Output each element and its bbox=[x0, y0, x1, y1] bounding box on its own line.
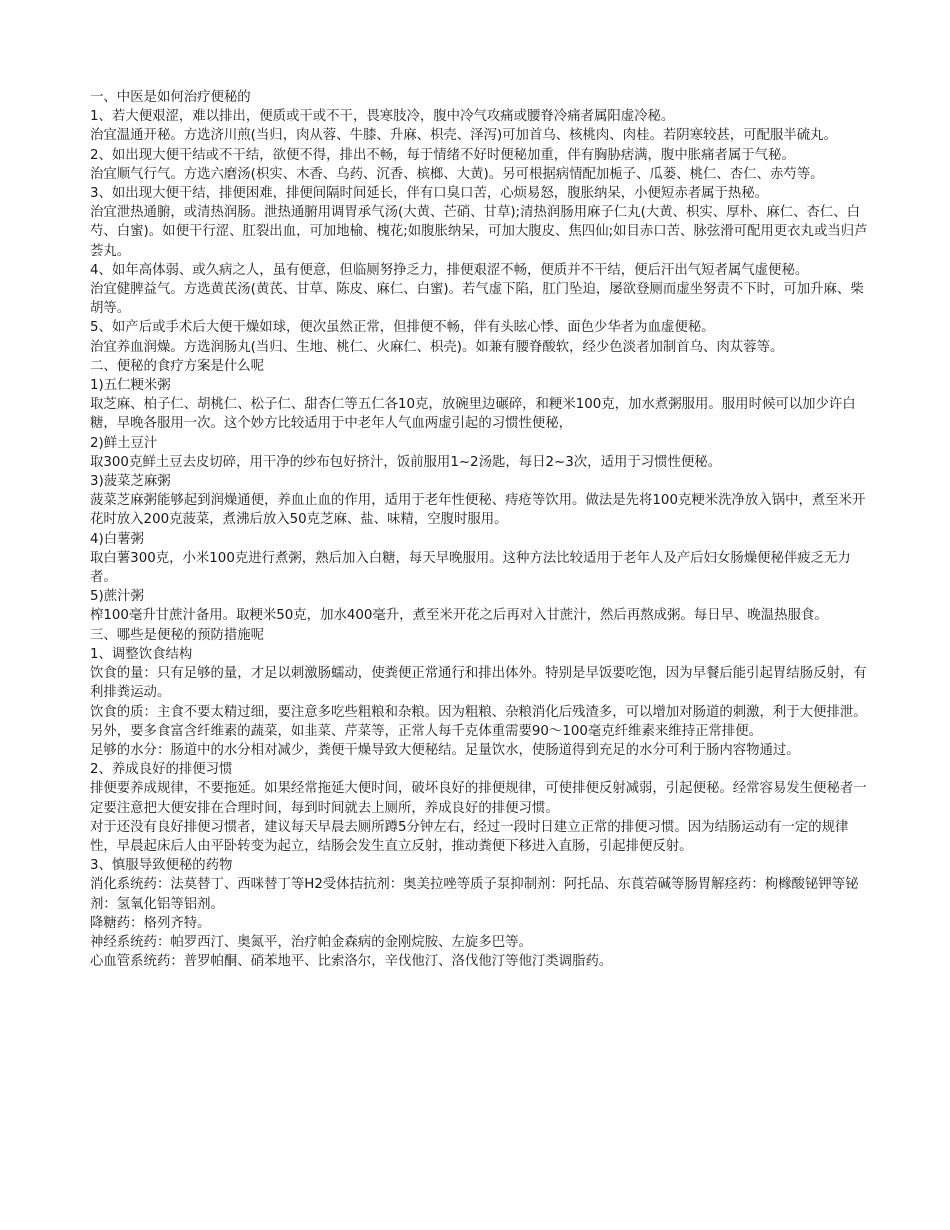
paragraph: 3、如出现大便干结，排便困难，排便间隔时间延长，伴有口臭口苦，心烦易怒，腹胀纳呆，小便短赤者属于热秘。 bbox=[90, 186, 769, 202]
subheading: 1)五仁粳米粥 bbox=[90, 378, 171, 394]
subheading: 3)菠菜芝麻粥 bbox=[90, 474, 171, 490]
paragraph: 2、如出现大便干结或不干结，欲便不得，排出不畅，每于情绪不好时便秘加重，伴有胸胁痞满，腹中胀痛者属于气秘。 bbox=[90, 147, 795, 163]
paragraph: 菠菜芝麻粥能够起到润燥通便，养血止血的作用，适用于老年性便秘、痔疮等饮用。做法是先将100克粳米洗净放入锅中，煮至米开花时放入200克菠菜，煮沸后放入50克芝麻、盐、味精，空腹时服用。 bbox=[90, 493, 866, 528]
paragraph: 1、若大便艰涩，难以排出，便质或干或不干，畏寒肢冷，腹中冷气攻痛或腰脊冷痛者属阳虚冷秘。 bbox=[90, 109, 675, 125]
paragraph: 治宜温通开秘。方选济川煎(当归，肉从蓉、牛膝、升麻、枳壳、泽泻)可加首乌、核桃肉、肉桂。若阴寒较甚，可配服半硫丸。 bbox=[90, 128, 837, 144]
paragraph: 足够的水分：肠道中的水分相对减少，粪便干燥导致大便秘结。足量饮水，使肠道得到充足的水分可利于肠内容物通过。 bbox=[90, 742, 800, 758]
document-body bbox=[90, 88, 872, 971]
paragraph: 4、如年高体弱、或久病之人，虽有便意，但临厕努挣乏力，排便艰涩不畅，便质并不干结，便后汗出气短者属气虚便秘。 bbox=[90, 262, 809, 278]
section-heading: 二、便秘的食疗方案是什么呢 bbox=[90, 358, 265, 374]
paragraph: 饮食的量：只有足够的量，才足以刺激肠蠕动，使粪便正常通行和排出体外。特别是早饭要吃饱，因为早餐后能引起胃结肠反射，有利排粪运动。 bbox=[90, 666, 867, 701]
section-heading: 三、哪些是便秘的预防措施呢 bbox=[90, 627, 265, 643]
subheading: 5)蔗汁粥 bbox=[90, 589, 144, 605]
paragraph: 取芝麻、柏子仁、胡桃仁、松子仁、甜杏仁等五仁各10克，放碗里边碾碎，和粳米100克，加水煮粥服用。服用时候可以加少许白糖，早晚各服用一次。这个妙方比较适用于中老年人气血两虚引起的习惯性便秘， bbox=[90, 397, 856, 432]
paragraph: 取300克鲜土豆去皮切碎，用干净的纱布包好挤汁，饭前服用1~2汤匙，每日2~3次，适用于习惯性便秘。 bbox=[90, 454, 722, 470]
paragraph: 取白薯300克，小米100克进行煮粥，熟后加入白糖，每天早晚服用。这种方法比较适用于老年人及产后妇女肠燥便秘伴疲乏无力者。 bbox=[90, 550, 851, 586]
subheading: 4)白薯粥 bbox=[90, 531, 144, 547]
paragraph: 治宜顺气行气。方选六磨汤(枳实、木香、乌药、沉香、槟榔、大黄)。另可根据病情配加栀子、瓜蒌、桃仁、杏仁、赤芍等。 bbox=[90, 166, 824, 182]
paragraph: 治宜健脾益气。方选黄芪汤(黄芪、甘草、陈皮、麻仁、白蜜)。若气虚下陷，肛门坠迫，屡欲登厕而虚坐努责不下时，可加升麻、柴胡等。 bbox=[90, 282, 864, 317]
paragraph: 排便要养成规律，不要拖延。如果经常拖延大便时间，破坏良好的排便规律，可使排便反射减弱，引起便秘。经常容易发生便秘者一定要注意把大便安排在合理时间，每到时间就去上厕所，养成良好的排便习惯。 bbox=[90, 781, 867, 816]
paragraph: 消化系统药：法莫替丁、西咪替丁等H2受体拮抗剂：奥美拉唑等质子泵抑制剂：阿托品、东莨菪碱等肠胃解痉药：枸橼酸铋钾等铋剂：氢氧化铝等铝剂。 bbox=[90, 877, 859, 912]
paragraph: 治宜养血润燥。方选润肠丸(当归、生地、桃仁、火麻仁、枳壳)。如兼有腰脊酸软，经少色淡者加制首乌、肉苁蓉等。 bbox=[90, 339, 784, 355]
paragraph: 榨100毫升甘蔗汁备用。取粳米50克，加水400毫升，煮至米开花之后再对入甘蔗汁，然后再熬成粥。每日早、晚温热服食。 bbox=[90, 608, 828, 624]
subheading: 3、慎服导致便秘的药物 bbox=[90, 858, 233, 874]
paragraph: 心血管系统药：普罗帕酮、硝苯地平、比索洛尔，辛伐他汀、洛伐他汀等他汀类调脂药。 bbox=[90, 954, 613, 970]
paragraph: 治宜泄热通腑，或清热润肠。泄热通腑用调胃承气汤(大黄、芒硝、甘草);清热润肠用麻子仁丸(大黄、枳实、厚朴、麻仁、杏仁、白芍、白蜜)。如便干行涩、肛裂出血，可加地榆、槐花;如腹胀纳呆，可加大腹皮、焦四仙;如目赤口苦、脉弦滑可配用更衣丸或当归芦荟丸。 bbox=[90, 205, 868, 259]
paragraph: 饮食的质：主食不要太精过细，要注意多吃些粗粮和杂粮。因为粗粮、杂粮消化后残渣多，可以增加对肠道的刺激，利于大便排泄。另外，要多食富含纤维素的蔬菜，如韭菜、芹菜等，正常人每千克体重需要90～100毫克纤维素来维持正常排便。 bbox=[90, 704, 867, 739]
section-heading: 一、中医是如何治疗便秘的 bbox=[90, 90, 251, 105]
subheading: 1、调整饮食结构 bbox=[90, 646, 193, 662]
paragraph: 降糖药：格列齐特。 bbox=[90, 915, 211, 931]
paragraph: 5、如产后或手术后大便干燥如球，便次虽然正常，但排便不畅，伴有头眩心悸、面色少华者为血虚便秘。 bbox=[90, 320, 715, 336]
subheading: 2)鲜土豆汁 bbox=[90, 435, 158, 451]
subheading: 2、养成良好的排便习惯 bbox=[90, 762, 233, 778]
paragraph: 对于还没有良好排便习惯者，建议每天早晨去厕所蹲5分钟左右，经过一段时日建立正常的排便习惯。因为结肠运动有一定的规律性，早晨起床后人由平卧转变为起立，结肠会发生直立反射，推动粪便下移进入直肠，引起排便反射。 bbox=[90, 819, 849, 854]
paragraph: 神经系统药：帕罗西汀、奥氮平，治疗帕金森病的金刚烷胺、左旋多巴等。 bbox=[90, 934, 532, 950]
